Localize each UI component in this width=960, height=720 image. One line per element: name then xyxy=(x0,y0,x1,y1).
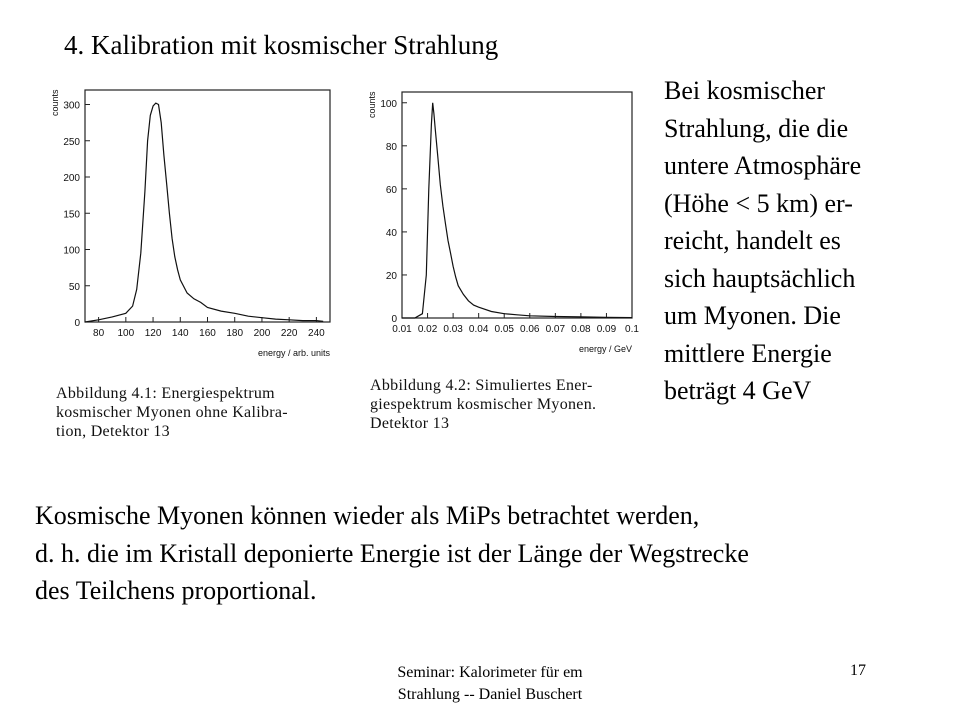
y-tick-label: 50 xyxy=(68,281,80,293)
x-tick-label: 0.09 xyxy=(596,324,617,335)
x-tick-label: 140 xyxy=(171,328,189,339)
side-line: untere Atmosphäre xyxy=(664,151,862,180)
energy-spectrum-chart xyxy=(40,78,340,358)
x-tick-label: 0.05 xyxy=(494,324,514,335)
x-axis-label: energy / arb. units xyxy=(257,348,330,358)
x-tick-label: 180 xyxy=(226,328,244,339)
plot-frame xyxy=(402,92,632,318)
side-line: beträgt 4 GeV xyxy=(664,376,812,405)
y-tick-label: 40 xyxy=(385,227,397,239)
caption-line: Abbildung 4.1: Energiespektrum xyxy=(56,385,275,402)
side-line: Strahlung, die die xyxy=(664,113,849,143)
footer-line: Seminar: Kalorimeter für em xyxy=(397,664,583,681)
caption-line: Abbildung 4.2: Simuliertes Ener- xyxy=(370,377,593,394)
y-tick-label: 300 xyxy=(63,100,80,112)
side-line: mittlere Energie xyxy=(664,338,832,368)
body-line: Kosmische Myonen können wieder als MiPs betrachtet werden, xyxy=(35,501,700,530)
x-axis-label: energy / GeV xyxy=(578,344,632,354)
y-tick-label: 100 xyxy=(380,98,397,110)
figure-caption-2 xyxy=(370,376,645,433)
caption-line: giespektrum kosmischer Myonen. xyxy=(370,396,597,413)
y-tick-label: 150 xyxy=(63,209,80,221)
slide-title: 4. Kalibration mit kosmischer Strahlung xyxy=(64,30,499,60)
y-tick-label: 80 xyxy=(385,141,397,153)
side-line: um Myonen. Die xyxy=(664,301,841,330)
caption-line: Detektor 13 xyxy=(370,415,450,432)
side-paragraph xyxy=(664,72,861,410)
x-tick-label: 120 xyxy=(144,328,162,339)
x-tick-label: 0.02 xyxy=(417,324,438,335)
x-tick-label: 100 xyxy=(117,328,135,339)
slide-footer xyxy=(340,662,640,706)
footer-line: Strahlung -- Daniel Buschert xyxy=(397,686,583,703)
y-tick-label: 200 xyxy=(63,173,80,184)
y-tick-label: 250 xyxy=(63,136,80,148)
side-line: reicht, handelt es xyxy=(664,226,841,255)
figure-caption-1 xyxy=(56,384,336,441)
x-tick-label: 200 xyxy=(253,328,271,339)
y-tick-label: 0 xyxy=(74,318,80,329)
x-tick-label: 240 xyxy=(308,328,325,339)
x-tick-label: 220 xyxy=(280,328,298,339)
y-tick-label: 20 xyxy=(385,270,397,282)
y-tick-label: 100 xyxy=(63,245,80,257)
caption-line: tion, Detektor 13 xyxy=(56,423,170,440)
body-line: des Teilchens proportional. xyxy=(35,576,317,605)
x-tick-label: 0.08 xyxy=(571,324,591,335)
y-axis-label: counts xyxy=(367,91,377,118)
caption-line: kosmischer Myonen ohne Kalibra- xyxy=(56,404,288,421)
x-tick-label: 160 xyxy=(199,328,216,339)
x-tick-label: 0.1 xyxy=(625,324,639,335)
y-tick-label: 0 xyxy=(391,314,397,325)
y-axis-label: counts xyxy=(50,89,60,116)
body-line: d. h. die im Kristall deponierte Energie ist der Länge der Wegstrecke xyxy=(35,538,749,568)
x-tick-label: 0.07 xyxy=(545,324,566,335)
x-tick-label: 0.04 xyxy=(468,324,489,335)
y-tick-label: 60 xyxy=(385,184,397,196)
x-tick-label: 80 xyxy=(93,328,105,339)
side-line: (Höhe < 5 km) er- xyxy=(664,188,853,218)
side-line: Bei kosmischer xyxy=(664,76,826,105)
body-paragraph xyxy=(35,497,749,610)
x-tick-label: 0.03 xyxy=(443,324,463,335)
plot-frame xyxy=(85,90,330,322)
x-tick-label: 0.06 xyxy=(520,324,540,335)
series-line xyxy=(85,103,323,322)
x-tick-label: 0.01 xyxy=(392,324,412,335)
side-line: sich hauptsächlich xyxy=(664,263,856,293)
simulated-spectrum-chart xyxy=(362,80,652,360)
page-number: 17 xyxy=(850,662,866,679)
series-line xyxy=(402,103,632,318)
